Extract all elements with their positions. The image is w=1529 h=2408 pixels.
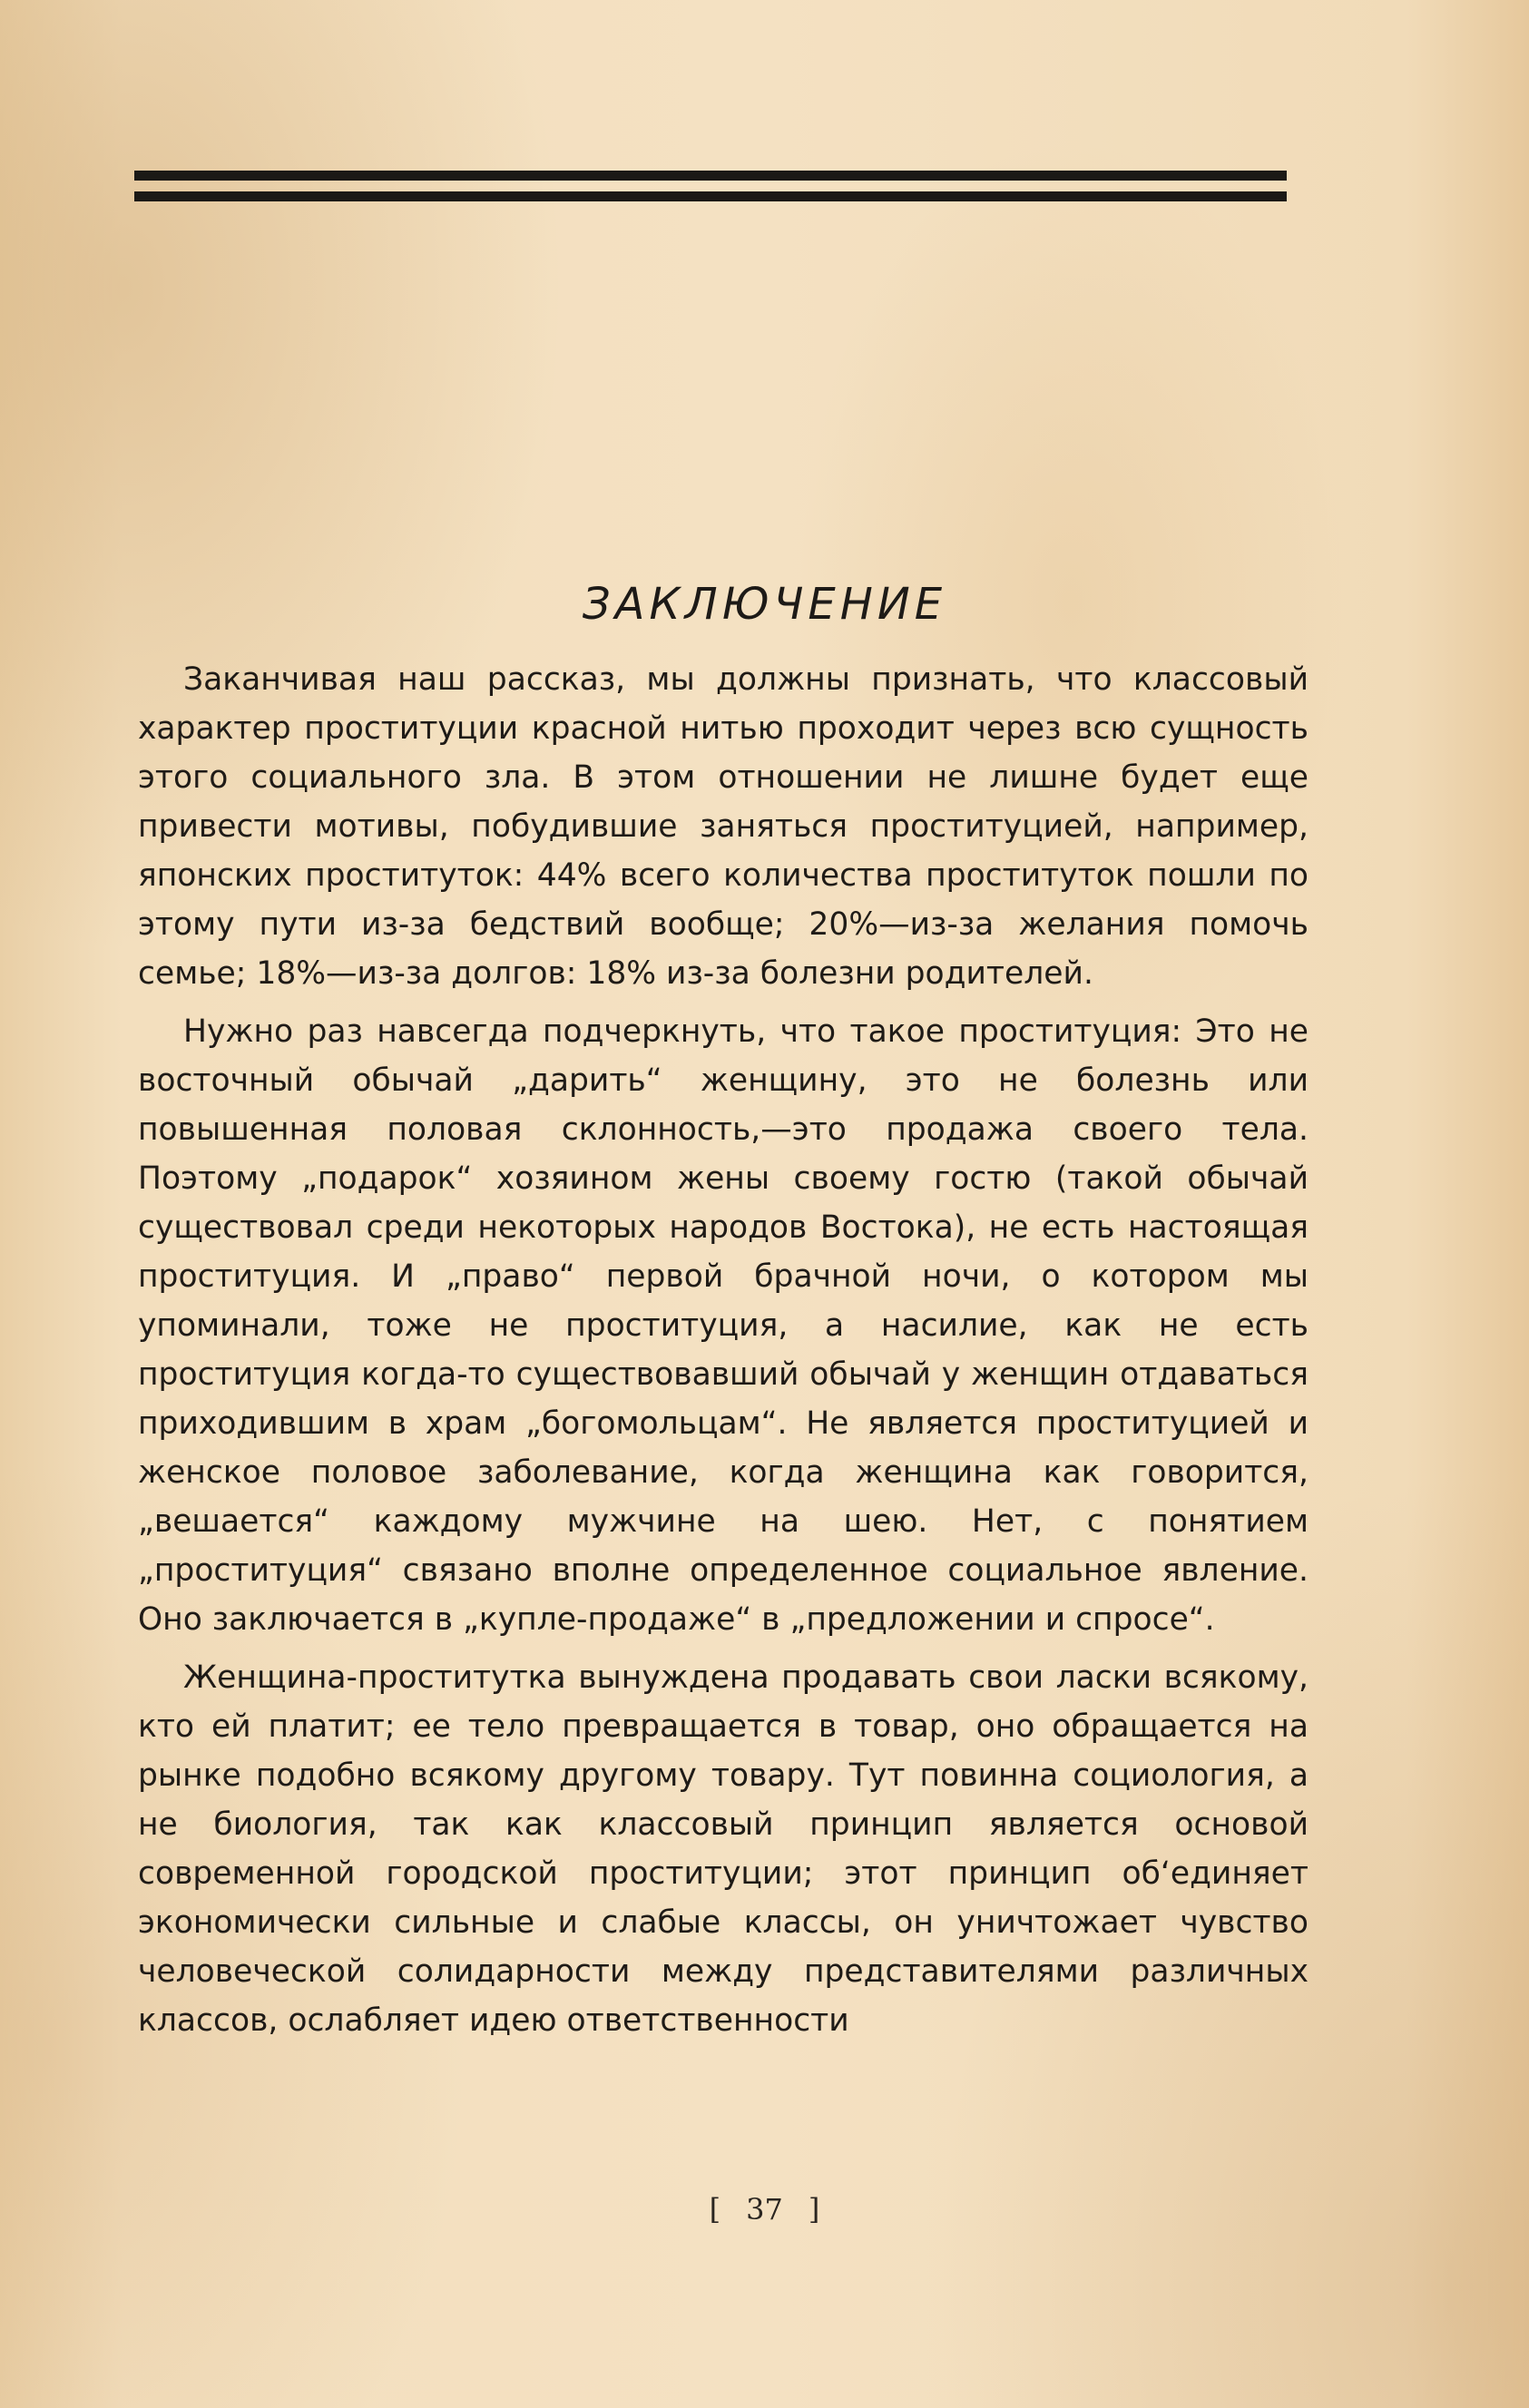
page-number-value: 37 bbox=[746, 2192, 783, 2227]
chapter-heading: ЗАКЛЮЧЕНИЕ bbox=[582, 579, 947, 630]
page-number bbox=[0, 2192, 1529, 2227]
body-text bbox=[138, 655, 1308, 2054]
paragraph-2: Нужно раз навсегда подчеркнуть, что такое проституция: Это не восточный обычай „дарить“ женщину, это не болезнь или повышенная половая склонность,—это продажа своего тела. Поэтому „подарок“ хозяином жены своему гостю (такой обычай существовал среди некоторых народов Востока), не есть настоящая проституция. И „право“ первой брачной ночи, о котором мы упоминали, тоже не проституция, а насилие, как не есть проституция когда-то существовавший обычай у женщин отдаваться приходившим в храм „богомольцам“. Не является проституцией и женское половое заболевание, когда женщина как говорится, „вешается“ каждому мужчине на шею. Нет, с понятием „проституция“ связано вполне определенное социальное явление. Оно заключается в „купле-продаже“ в „предложении и спросе“. bbox=[138, 1013, 1308, 1638]
paragraph-1: Заканчивая наш рассказ, мы должны признать, что классовый характер проституции красной нитью проходит через всю сущность этого социального зла. В этом отношении не лишне будет еще привести мотивы, побудившие заняться проституцией, например, японских проституток: 44% всего количества проституток пошли по этому пути из-за бедствий вообще; 20%—из-за желания помочь семье; 18%—из-за долгов: 18% из-за болезни родителей. bbox=[138, 661, 1308, 992]
header-rule-top bbox=[134, 171, 1287, 181]
paragraph-3: Женщина-проститутка вынуждена продавать свои ласки всякому, кто ей платит; ее тело превращается в товар, оно обращается на рынке подобно всякому другому товару. Тут повинна социология, а не биология, так как классовый принцип является основой современной городской проституции; этот принцип об‘единяет экономически сильные и слабые классы, он уничтожает чувство человеческой солидарности между представителями различных классов, ослабляет идею ответственности bbox=[138, 1659, 1308, 2039]
header-rule-bottom bbox=[134, 191, 1287, 201]
page-number-right-bracket: ] bbox=[808, 2192, 820, 2227]
page-number-left-bracket: [ bbox=[709, 2192, 721, 2227]
